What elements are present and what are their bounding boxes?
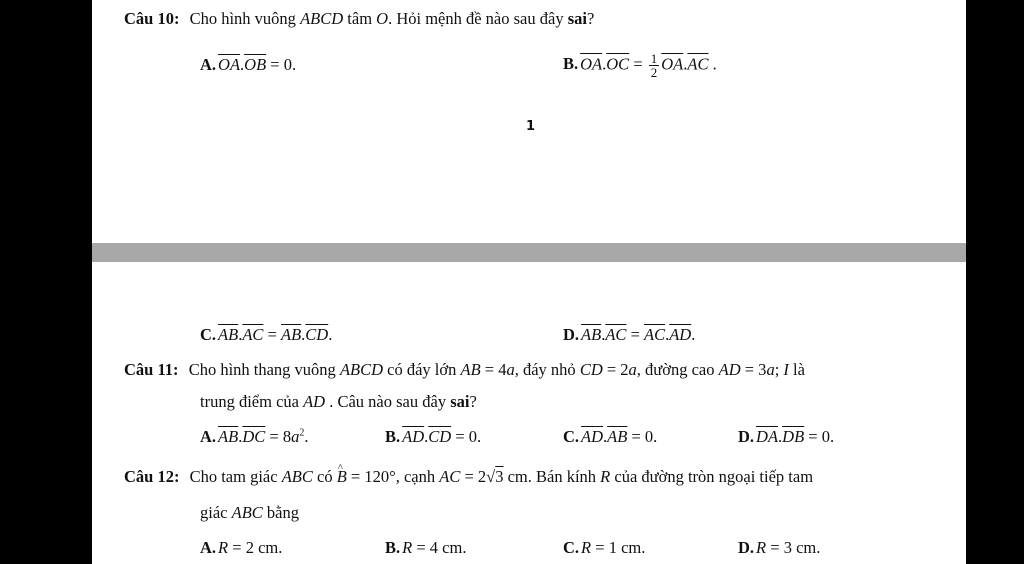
angle-b-hat: ^ B — [337, 467, 347, 487]
question-10-text: Cho hình vuông ABCD tâm O. Hỏi mệnh đề nào sau đây sai? — [189, 9, 595, 28]
question-11-option-d[interactable]: D. $\overline{DA}.\overline{DB} = 0$. — [738, 427, 835, 446]
question-12-stem-line1: Câu 12: Cho tam giác ABC có ^ B = 120°, cạnh AC = 2√3 cm. Bán kính R của đường tròn ngoại tiếp tam — [124, 467, 813, 487]
question-12-label: Câu 12: — [124, 467, 180, 486]
question-12-option-d[interactable]: D. R = 3 cm. — [738, 538, 821, 557]
question-10-label: Câu 10: — [124, 9, 180, 28]
question-11-label: Câu 11: — [124, 360, 179, 379]
question-12-option-a[interactable]: A. R = 2 cm. — [200, 538, 283, 557]
question-10-option-c[interactable]: C. $\overline{AB}.\overline{AC} = \overline{AB}.\overline{CD}$. — [200, 325, 333, 344]
page-separator — [92, 243, 966, 262]
fraction-one-half: $\frac{1}{2}$ — [650, 51, 658, 80]
question-11-option-b[interactable]: B. $\overline{AD}.\overline{CD} = 0$. — [385, 427, 482, 446]
question-12-stem-line2: giác ABC bằng — [200, 503, 299, 522]
question-10-option-a[interactable]: A. $\overline{OA}.\overline{OB} = 0$. — [200, 55, 297, 74]
question-11-option-c[interactable]: C. $\overline{AD}.\overline{AB} = 0$. — [563, 427, 658, 446]
question-10-option-b[interactable]: B. $\overline{OA}.\overline{OC}$ = $\frac{1}{2}$ $\overline{OA}.\overline{AC}$ . — [563, 51, 717, 80]
page-number: 1 — [526, 119, 536, 134]
question-10-option-d[interactable]: D. $\overline{AB}.\overline{AC} = \overline{AC}.\overline{AD}$. — [563, 325, 696, 344]
question-11-stem-line1: Câu 11: Cho hình thang vuông ABCD có đáy lớn AB = 4a, đáy nhỏ CD = 2a, đường cao AD = 3a; I là — [124, 360, 805, 379]
question-12-option-b[interactable]: B. R = 4 cm. — [385, 538, 467, 557]
question-12-option-c[interactable]: C. R = 1 cm. — [563, 538, 646, 557]
question-11-stem-line2: trung điểm của AD . Câu nào sau đây sai? — [200, 392, 477, 411]
question-10-stem — [124, 9, 594, 29]
question-11-option-a[interactable]: A. $\overline{AB}.\overline{DC} = 8a^2$. — [200, 427, 309, 446]
